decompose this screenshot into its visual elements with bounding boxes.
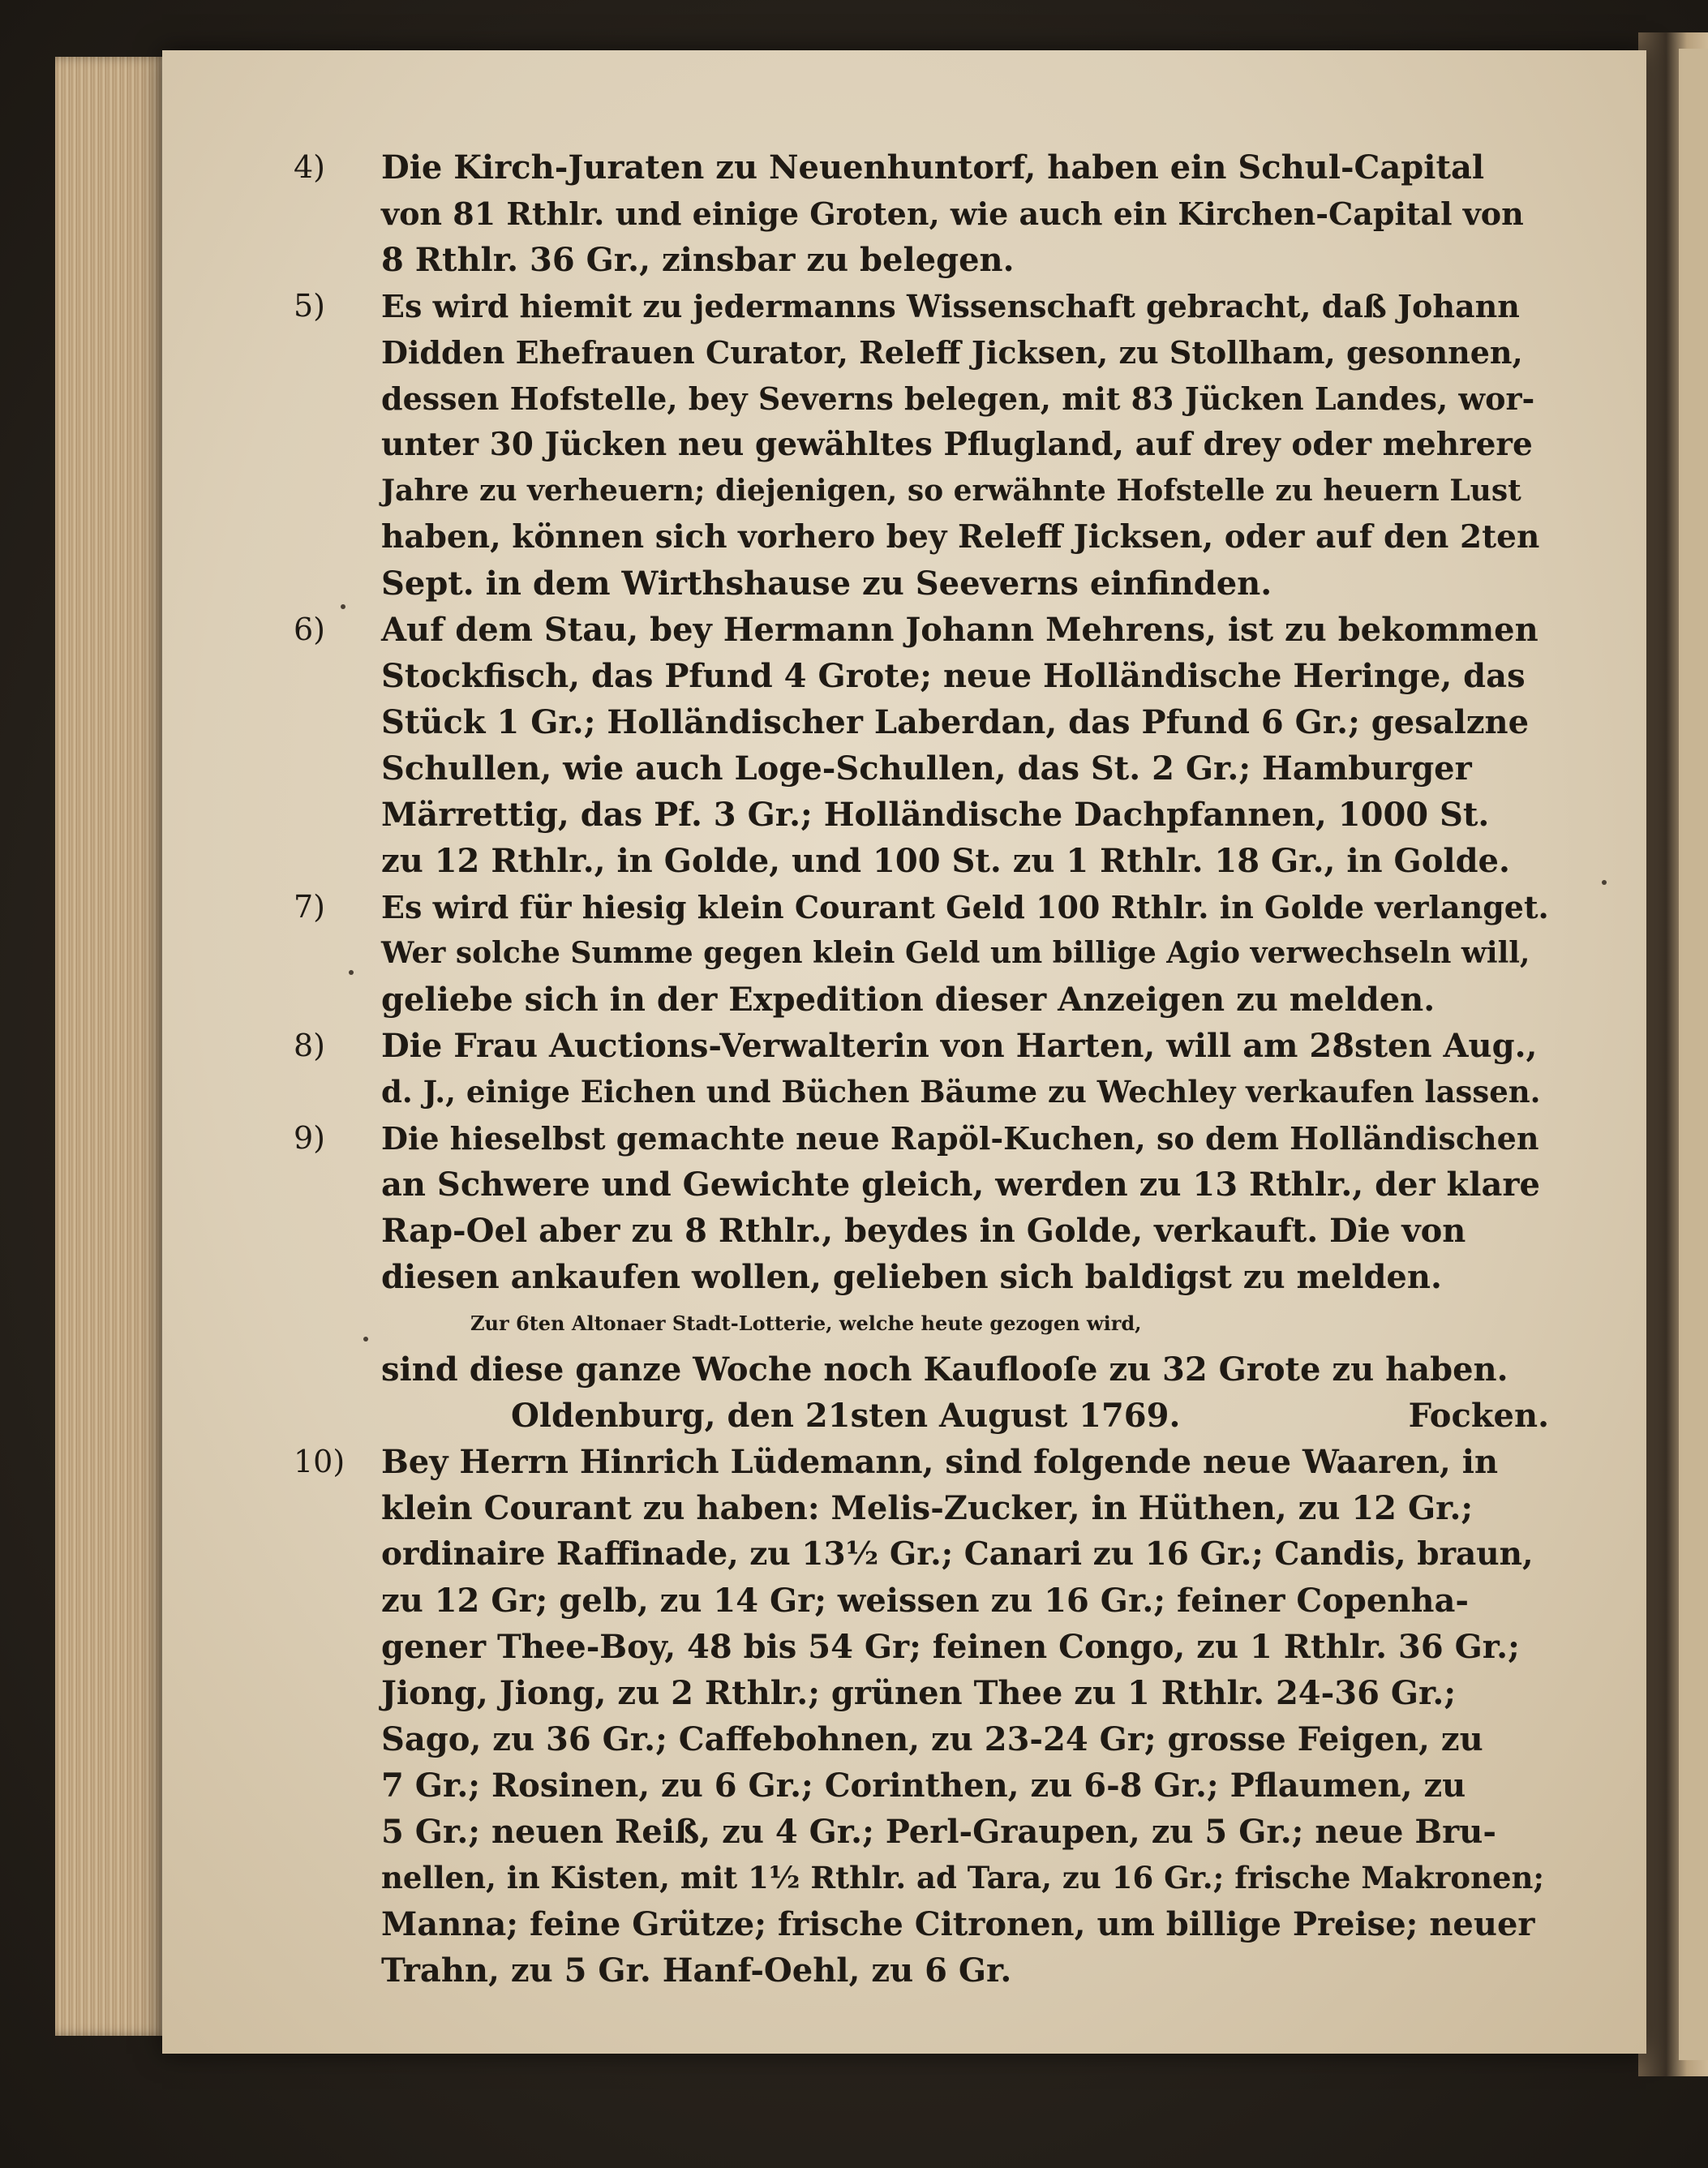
signature-line: [381, 1393, 1549, 1439]
entry-number: 6): [294, 612, 326, 647]
entry-4: [294, 144, 1549, 283]
text-line: Die hieselbst gemachte neue Rapöl-Kuchen, so dem Holländischen: [381, 1120, 1539, 1157]
ink-speck: [349, 970, 354, 975]
document-text: [294, 144, 1549, 1994]
text-line: an Schwere und Gewichte gleich, werden zu 13 Rthlr., der klare: [381, 1166, 1540, 1204]
text-line: Stück 1 Gr.; Holländischer Laberdan, das Pfund 6 Gr.; gesalzne: [381, 703, 1530, 741]
text-line: Schullen, wie auch Loge-Schullen, das St. 2 Gr.; Hamburger: [381, 749, 1472, 788]
entry-6: [294, 607, 1549, 884]
text-line: zu 12 Gr; gelb, zu 14 Gr; weissen zu 16 Gr.; feiner Copenha-: [381, 1582, 1469, 1620]
lottery-notice: [381, 1300, 1549, 1393]
text-line: Stockfisch, das Pfund 4 Grote; neue Holländische Heringe, das: [381, 657, 1526, 695]
text-line: Es wird für hiesig klein Courant Geld 100 Rthlr. in Golde verlanget.: [381, 889, 1549, 925]
entry-number: 5): [294, 288, 326, 324]
text-line: von 81 Rthlr. und einige Groten, wie auch ein Kirchen-Capital von: [381, 195, 1524, 232]
text-line: sind diese ganze Woche noch Kauflooſe zu 32 Grote zu haben.: [381, 1350, 1508, 1389]
text-line: d. J., einige Eichen und Büchen Bäume zu Wechley verkaufen lassen.: [381, 1074, 1541, 1110]
entry-number: 4): [294, 149, 326, 185]
text-line: Trahn, zu 5 Gr. Hanf-Oehl, zu 6 Gr.: [381, 1951, 1012, 1990]
text-line: Märrettig, das Pf. 3 Gr.; Holländische Dachpfannen, 1000 St.: [381, 796, 1490, 834]
text-line: klein Courant zu haben: Melis-Zucker, in Hüthen, zu 12 Gr.;: [381, 1489, 1474, 1527]
text-line: gener Thee-Boy, 48 bis 54 Gr; feinen Congo, zu 1 Rthlr. 36 Gr.;: [381, 1628, 1520, 1666]
text-line: nellen, in Kisten, mit 1½ Rthlr. ad Tara, zu 16 Gr.; frische Makronen;: [381, 1860, 1545, 1895]
entry-8: [294, 1023, 1549, 1115]
text-line: dessen Hofstelle, bey Severns belegen, mit 83 Jücken Landes, wor-: [381, 380, 1535, 417]
entry-number: 7): [294, 889, 326, 925]
text-line: haben, können sich vorhero bey Releff Jicksen, oder auf den 2ten: [381, 518, 1540, 556]
entry-9: [294, 1115, 1549, 1300]
text-line: Didden Ehefrauen Curator, Releff Jicksen, zu Stollham, gesonnen,: [381, 334, 1523, 371]
entry-number: 10): [294, 1444, 345, 1479]
entry-10: [294, 1439, 1549, 1994]
text-line: Jiong, Jiong, zu 2 Rthlr.; grünen Thee zu 1 Rthlr. 24-36 Gr.;: [381, 1674, 1457, 1712]
signatory: Focken.: [1408, 1397, 1549, 1435]
text-line: Sago, zu 36 Gr.; Caffebohnen, zu 23-24 Gr; grosse Feigen, zu: [381, 1720, 1483, 1758]
text-line: 8 Rthlr. 36 Gr., zinsbar zu belegen.: [381, 241, 1015, 279]
text-line: Manna; feine Grütze; frische Citronen, um billige Preise; neuer: [381, 1905, 1535, 1943]
text-line: Die Frau Auctions-Verwalterin von Harten, will am 28sten Aug.,: [381, 1027, 1538, 1065]
text-line: Rap-Oel aber zu 8 Rthlr., beydes in Golde, verkauft. Die von: [381, 1212, 1466, 1250]
text-line: Jahre zu verheuern; diejenigen, so erwähnte Hofstelle zu heuern Lust: [381, 474, 1521, 508]
ink-speck: [363, 1337, 368, 1342]
text-line: 7 Gr.; Rosinen, zu 6 Gr.; Corinthen, zu 6-8 Gr.; Pflaumen, zu: [381, 1767, 1466, 1805]
entry-7: [294, 884, 1549, 1023]
text-line: Die Kirch-Juraten zu Neuenhuntorf, haben ein Schul-Capital: [381, 148, 1485, 187]
entry-number: 8): [294, 1028, 326, 1063]
text-line: Es wird hiemit zu jedermanns Wissenschaft gebracht, daß Johann: [381, 288, 1520, 324]
text-line: Sept. in dem Wirthshause zu Seeverns einfinden.: [381, 565, 1272, 603]
text-line: Auf dem Stau, bey Hermann Johann Mehrens, ist zu bekommen: [381, 611, 1538, 649]
text-line: Zur 6ten Altonaer Stadt-Lotterie, welche heute gezogen wird,: [470, 1312, 1142, 1335]
text-line: diesen ankaufen wollen, gelieben sich baldigst zu melden.: [381, 1258, 1442, 1296]
entry-number: 9): [294, 1120, 326, 1156]
page-edges: [55, 57, 169, 2036]
entry-5: [294, 283, 1549, 607]
place-date: Oldenburg, den 21sten August 1769.: [511, 1397, 1181, 1435]
text-line: Wer solche Summe gegen klein Geld um billige Agio verwechseln will,: [381, 936, 1530, 970]
text-line: ordinaire Raffinade, zu 13½ Gr.; Canari zu 16 Gr.; Candis, braun,: [381, 1535, 1534, 1573]
text-line: geliebe sich in der Expedition dieser Anzeigen zu melden.: [381, 981, 1435, 1019]
facing-page-edge: [1679, 49, 1708, 2060]
text-line: unter 30 Jücken neu gewähltes Pflugland, auf drey oder mehrere: [381, 426, 1533, 463]
text-line: zu 12 Rthlr., in Golde, und 100 St. zu 1 Rthlr. 18 Gr., in Golde.: [381, 842, 1510, 880]
text-line: 5 Gr.; neuen Reiß, zu 4 Gr.; Perl-Graupen, zu 5 Gr.; neue Bru-: [381, 1813, 1496, 1851]
ink-speck: [1602, 880, 1607, 885]
text-line: Bey Herrn Hinrich Lüdemann, sind folgende neue Waaren, in: [381, 1443, 1499, 1481]
